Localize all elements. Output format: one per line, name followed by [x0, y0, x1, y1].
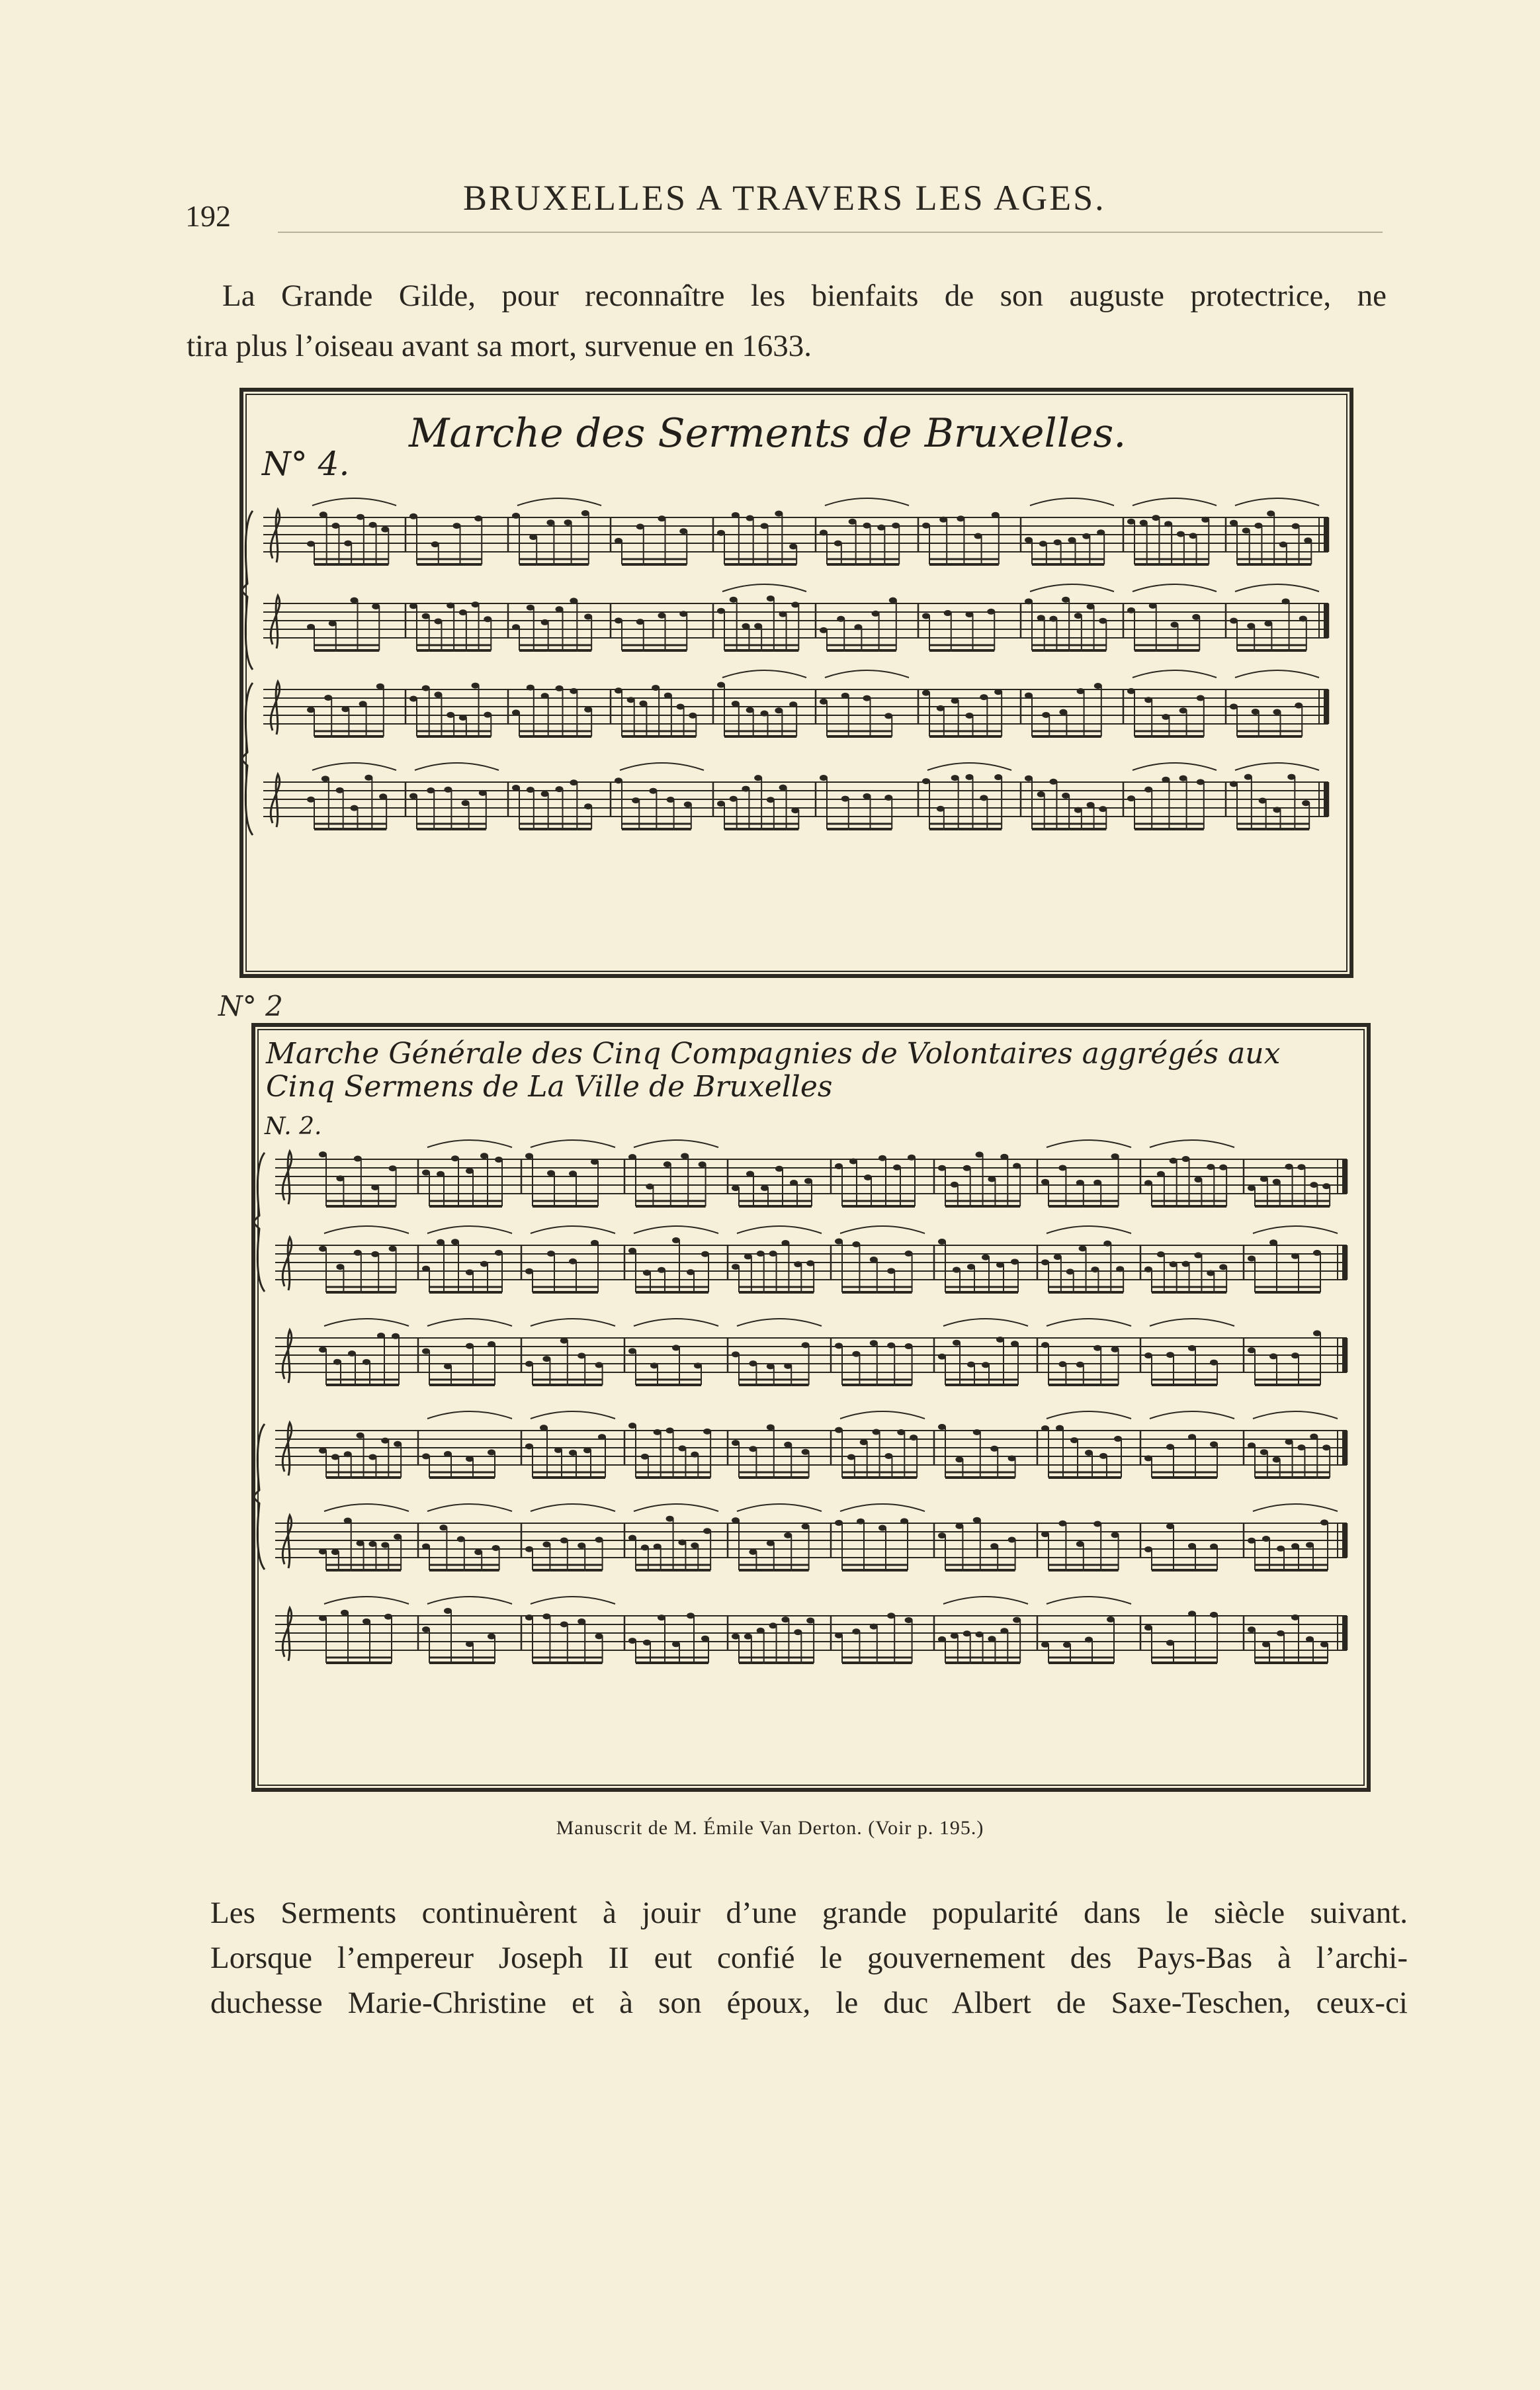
score-2-staves: [255, 1027, 1367, 1788]
staff-brace: [243, 683, 253, 835]
body-line-1: Les Serments continuèrent à jouir d’une grande popularité dans le siècle suivant.: [210, 1896, 1408, 1930]
staff-brace: [255, 1153, 265, 1292]
music-staff: [263, 670, 1328, 736]
running-title: BRUXELLES A TRAVERS LES AGES.: [463, 178, 1106, 218]
music-staff: [275, 1504, 1347, 1570]
music-staff: [275, 1597, 1347, 1663]
score-2-number: N. 2.: [265, 1113, 322, 1140]
staff-brace: [255, 1424, 265, 1570]
intro-line-2: tira plus l’oiseau avant sa mort, survenue en 1633.: [187, 329, 812, 363]
music-staff: [275, 1411, 1347, 1478]
page-number: 192: [185, 199, 231, 233]
score-1-staves: [243, 392, 1349, 974]
score-1-title: Marche des Serments de Bruxelles.: [409, 410, 1127, 457]
music-staff: [263, 498, 1328, 564]
header-rule: [278, 232, 1383, 233]
music-staff: [275, 1319, 1347, 1385]
music-staff: [275, 1140, 1347, 1206]
plate-label: N° 2: [218, 990, 283, 1022]
music-staff: [263, 584, 1328, 650]
figure-caption: Manuscrit de M. Émile Van Derton. (Voir p. 195.): [556, 1817, 984, 1839]
score-1-number: N° 4.: [262, 445, 350, 483]
intro-line-1: La Grande Gilde, pour reconnaître les bienfaits de son auguste protectrice, ne: [222, 279, 1387, 313]
music-score-1: [239, 388, 1353, 978]
music-staff: [263, 763, 1328, 829]
body-line-3: duchesse Marie-Christine et à son époux, le duc Albert de Saxe-Teschen, ceux-ci: [210, 1986, 1408, 2020]
music-score-2: [251, 1023, 1371, 1792]
music-staff: [275, 1226, 1347, 1292]
staff-brace: [243, 511, 253, 670]
score-2-title: Marche Générale des Cinq Compagnies de Volontaires aggrégés aux Cinq Sermens de La Ville de Bruxelles: [266, 1037, 1281, 1104]
body-line-2: Lorsque l’empereur Joseph II eut confié le gouvernement des Pays-Bas à l’archi-: [210, 1941, 1408, 1975]
